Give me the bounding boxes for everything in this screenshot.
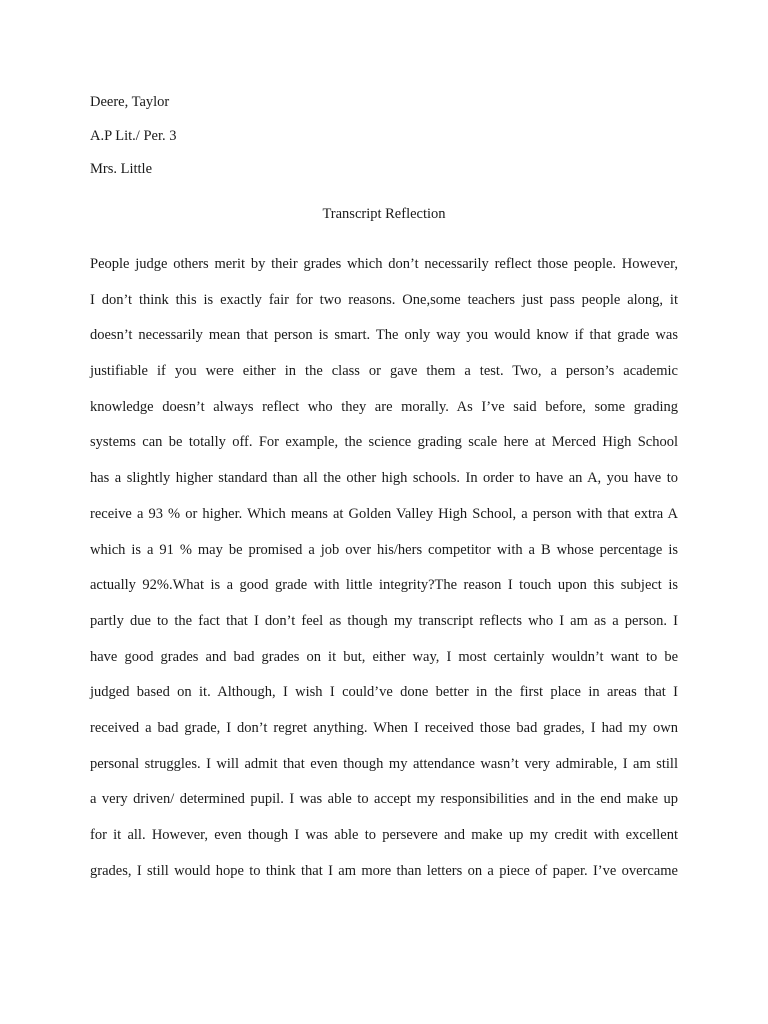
essay-body: [90, 253, 678, 895]
document-title: Transcript Reflection: [322, 206, 446, 222]
student-name: Deere, Taylor: [90, 94, 170, 110]
body-line: actually 92%.What is a good grade with little integrity?The reason I touch upon this subject is: [90, 577, 678, 594]
body-line: a very driven/ determined pupil. I was able to accept my responsibilities and in the end make up: [90, 791, 678, 808]
body-line: I don’t think this is exactly fair for two reasons. One,some teachers just pass people along, it: [90, 291, 678, 308]
body-line: knowledge doesn’t always reflect who they are morally. As I’ve said before, some grading: [90, 398, 678, 415]
body-line: have good grades and bad grades on it but, either way, I most certainly wouldn’t want to be: [90, 648, 678, 665]
body-line: doesn’t necessarily mean that person is smart. The only way you would know if that grade was: [90, 327, 678, 344]
body-line: judged based on it. Although, I wish I could’ve done better in the first place in areas that I: [90, 684, 678, 701]
body-line: grades, I still would hope to think that I am more than letters on a piece of paper. I’ve overcame: [90, 862, 678, 879]
body-line: for it all. However, even though I was able to persevere and make up my credit with excellent: [90, 827, 678, 843]
body-line: People judge others merit by their grades which don’t necessarily reflect those people. However,: [90, 256, 678, 272]
body-line: justifiable if you were either in the class or gave them a test. Two, a person’s academic: [90, 363, 678, 380]
body-line: receive a 93 % or higher. Which means at Golden Valley High School, a person with that extra A: [90, 505, 678, 522]
body-line: partly due to the fact that I don’t feel as though my transcript reflects who I am as a person. I: [90, 612, 678, 629]
body-line: personal struggles. I will admit that even though my attendance wasn’t very admirable, I am still: [90, 755, 678, 772]
course-period: A.P Lit./ Per. 3: [90, 128, 177, 144]
teacher-name: Mrs. Little: [90, 161, 153, 177]
body-line: received a bad grade, I don’t regret anything. When I received those bad grades, I had my own: [90, 719, 678, 736]
body-line: systems can be totally off. For example, the science grading scale here at Merced High School: [90, 434, 678, 451]
body-line: which is a 91 % may be promised a job over his/hers competitor with a B whose percentage is: [90, 541, 678, 558]
body-line: has a slightly higher standard than all the other high schools. In order to have an A, you have to: [90, 470, 678, 487]
